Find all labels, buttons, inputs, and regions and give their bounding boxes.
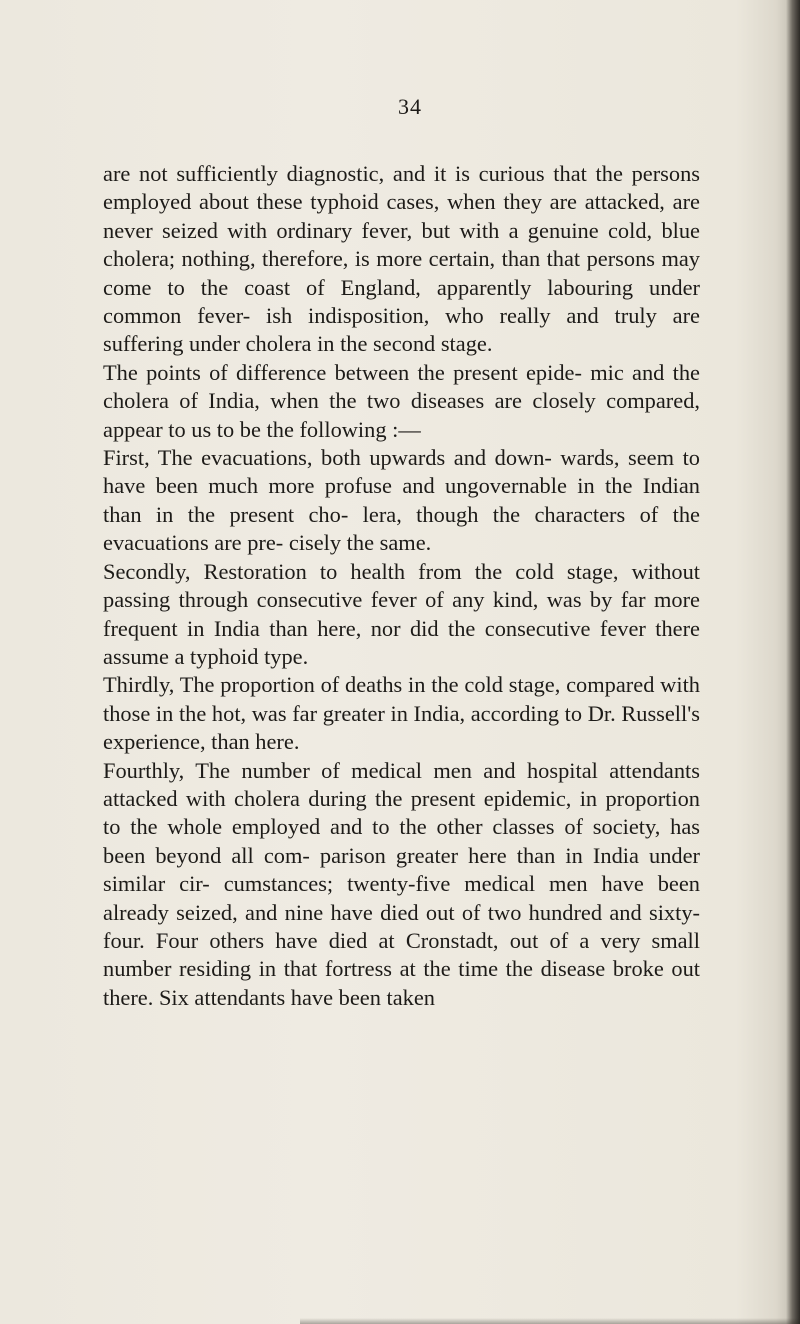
paragraph-secondly: Secondly, Restoration to health from the cold stage, without passing through consecutive fever of any kind, was by far more frequent in India than here, nor did the consecutive fever there assume a typhoid type.: [103, 558, 700, 669]
paragraph-first: First, The evacuations, both upwards and down- wards, seem to have been much more profuse and ungovernable in the Indian than in the present cho- lera, though the characters of the evacuations are pre- cisely the same.: [103, 445, 700, 556]
paragraph-thirdly: Thirdly, The proportion of deaths in the cold stage, compared with those in the hot, was far greater in India, according to Dr. Russell's experience, than here.: [103, 672, 700, 755]
page-number: 34: [398, 94, 422, 119]
paragraph-continuation: are not sufficiently diagnostic, and it is curious that the persons employed about these typhoid cases, when they are attacked, are never seized with ordinary fever, but with a genuine cold, blue cholera; nothing, therefore, is more certain, than that persons may come to the coast of England, apparently labouring under common fever- ish indisposition, who really and truly are suffering under cholera in the second stage.: [103, 161, 700, 357]
body-text: [103, 160, 700, 1012]
page-edge-shadow: [786, 0, 800, 1324]
bottom-edge-shadow: [300, 1318, 800, 1324]
paragraph-points-of-difference: The points of difference between the present epide- mic and the cholera of India, when the two diseases are closely compared, appear to us to be the following :—: [103, 359, 700, 442]
paragraph-fourthly: Fourthly, The number of medical men and hospital attendants attacked with cholera during the present epidemic, in proportion to the whole employed and to the other classes of society, has been beyond all com- parison greater here than in India under similar cir- cumstances; twenty-five medical men have been already seized, and nine have died out of two hundred and sixty- four. Four others have died at Cronstadt, out of a very small number residing in that fortress at the time the disease broke out there. Six attendants have been taken: [103, 757, 700, 1010]
